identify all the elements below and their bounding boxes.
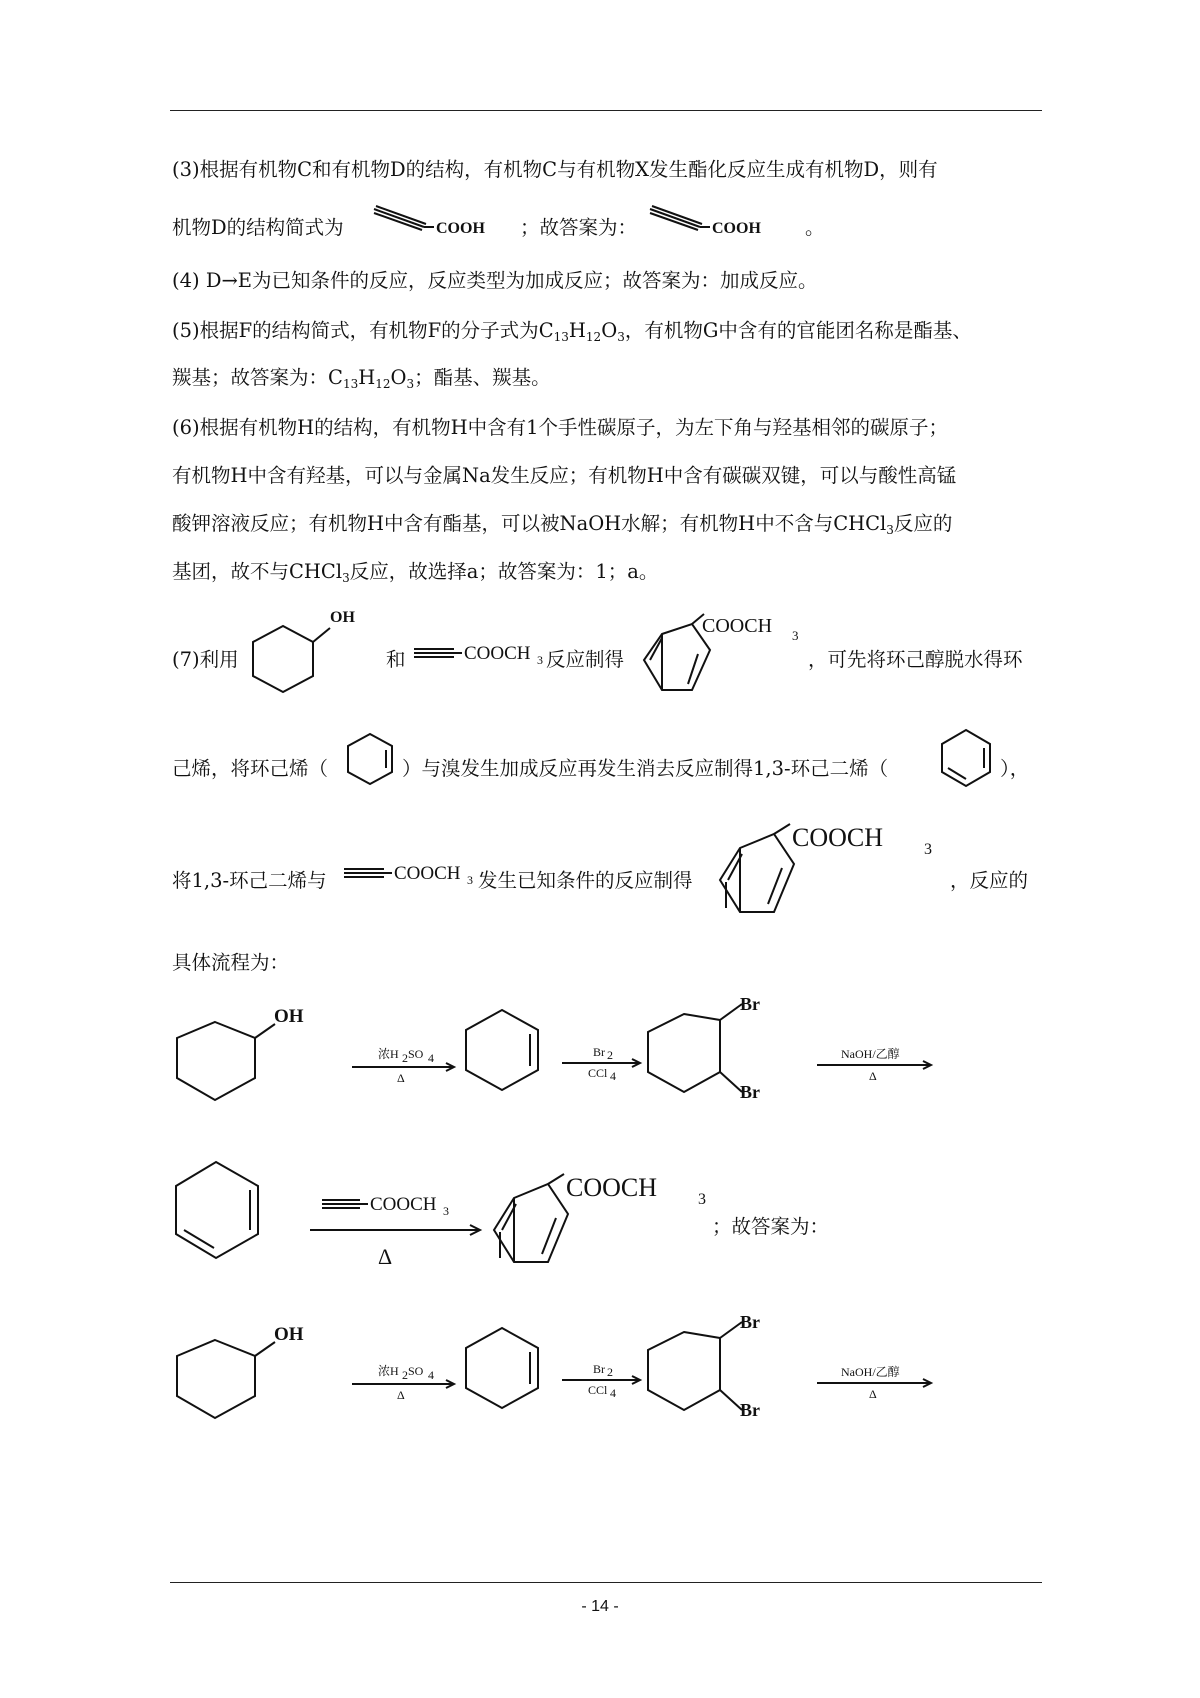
footer-rule: [170, 1582, 1042, 1583]
answer-arrow-naoh-ethanol: [815, 1366, 935, 1404]
svg-text:Δ: Δ: [869, 1069, 877, 1083]
paragraph-5-line-2: [172, 365, 551, 390]
paragraph-5-line-1: [172, 318, 972, 343]
paragraph-6-line-3: 酸钾溶液反应；有机物H中含有酯基，可以被NaOH水解；有机物H中不含与CHCl$_3$反应的: [172, 512, 953, 537]
paragraph-3-line-2b: ；故答案为：: [520, 216, 638, 239]
svg-text:NaOH/乙醇: NaOH/乙醇: [841, 1047, 900, 1061]
bicyclic-product-medium-structure: [712, 824, 942, 922]
answer-cyclohexene: [462, 1320, 544, 1420]
svg-text:2: 2: [607, 1365, 613, 1379]
svg-text:3: 3: [443, 1204, 449, 1218]
page-number: - 14 -: [581, 1598, 619, 1615]
paragraph-3-line-1: (3)根据有机物C和有机物D的结构，有机物C与有机物X发生酯化反应生成有机物D，则有: [172, 158, 938, 181]
flow-answer-text: ；故答案为：: [712, 1215, 830, 1238]
arrow-br2: [560, 1045, 645, 1087]
svg-text:3: 3: [537, 653, 543, 667]
flow-dibromocyclohexane: [644, 992, 784, 1112]
br-label: Br: [740, 1082, 760, 1102]
svg-text:Δ: Δ: [869, 1387, 877, 1401]
cyclohexadiene-inline-structure: [936, 726, 996, 792]
paragraph-7-line-3a: 将1,3-环己二烯与: [172, 869, 327, 892]
svg-text:2: 2: [402, 1368, 408, 1382]
cooh-label: COOH: [436, 220, 485, 237]
paragraph-7-line-2c: ），: [1000, 757, 1030, 780]
methyl-propiolate-structure: [412, 636, 547, 666]
svg-text:NaOH/乙醇: NaOH/乙醇: [841, 1365, 900, 1379]
p5-text-c: 羰基；故答案为：: [172, 366, 329, 389]
svg-text:CCl: CCl: [588, 1066, 608, 1080]
paragraph-3-line-2a: 机物D的结构简式为: [172, 216, 344, 239]
svg-text:4: 4: [428, 1368, 434, 1382]
cyclohexene-inline-structure: [342, 730, 398, 790]
propiolic-acid-structure: [372, 205, 497, 237]
svg-text:浓H: 浓H: [378, 1047, 399, 1061]
svg-text:CCl: CCl: [588, 1383, 608, 1397]
cooch3-label: COOCH: [464, 643, 531, 664]
cyclohexanol-small-structure: [238, 602, 358, 702]
svg-text:Δ: Δ: [397, 1071, 405, 1085]
cooh-label: COOH: [712, 220, 761, 237]
br-label: Br: [740, 1312, 760, 1332]
p5-text-d: ；酯基、羰基。: [414, 366, 551, 389]
paragraph-7-line-1b: 和: [386, 648, 406, 671]
paragraph-6-line-1: (6)根据有机物H的结构，有机物H中含有1个手性碳原子，为左下角与羟基相邻的碳原子；: [172, 416, 949, 439]
paragraph-7-line-2a: 己烯，将环己烯（: [172, 757, 329, 780]
svg-text:Δ: Δ: [378, 1244, 393, 1269]
arrow-methyl-propiolate: [308, 1188, 488, 1278]
br-label: Br: [740, 994, 760, 1014]
methyl-propiolate-inline-structure: [342, 856, 477, 886]
bicyclic-product-small-structure: [632, 614, 807, 704]
svg-text:2: 2: [607, 1048, 613, 1062]
cooch3-label: COOCH: [566, 1173, 658, 1202]
cooch3-label: COOCH: [792, 823, 884, 852]
oh-label: OH: [330, 609, 355, 626]
p5-text-a: (5)根据F的结构简式，有机物F的分子式为: [172, 319, 539, 342]
paragraph-7-line-1d: ，可先将环己醇脱水得环: [808, 648, 1023, 671]
paragraph-3-line-2c: 。: [805, 216, 825, 239]
paragraph-6-line-2: 有机物H中含有羟基，可以与金属Na发生反应；有机物H中含有碳碳双键，可以与酸性高锰: [172, 464, 957, 487]
arrow-h2so4: [350, 1045, 460, 1087]
arrow-naoh-ethanol: [815, 1048, 935, 1086]
flow-cyclohexanol: [170, 1000, 320, 1110]
paragraph-7-line-3c: ，反应的: [950, 869, 1029, 892]
p5-text-b: ，有机物G中含有的官能团名称是酯基、: [624, 319, 972, 342]
svg-text:2: 2: [402, 1051, 408, 1065]
paragraph-7-line-4: 具体流程为：: [172, 951, 290, 974]
svg-text:4: 4: [610, 1386, 616, 1400]
svg-text:Br: Br: [593, 1362, 605, 1376]
svg-text:浓H: 浓H: [378, 1364, 399, 1378]
svg-text:Δ: Δ: [397, 1388, 405, 1402]
answer-cyclohexanol: [170, 1318, 320, 1428]
flow-cyclohexene: [462, 1002, 544, 1102]
flow-bicyclic-product: [482, 1172, 722, 1272]
molecular-formula-answer: $C_{13}H_{12}O_3$: [328, 366, 415, 391]
svg-text:3: 3: [924, 841, 932, 858]
paragraph-4: (4) D→E为已知条件的反应，反应类型为加成反应；故答案为：加成反应。: [172, 269, 818, 292]
answer-arrow-h2so4: [350, 1362, 460, 1404]
cooch3-label: COOCH: [394, 863, 461, 884]
propiolic-acid-answer-structure: [648, 205, 773, 237]
molecular-formula-f: $C_{13}H_{12}O_3$: [538, 319, 625, 344]
br-label: Br: [740, 1400, 760, 1420]
svg-text:Br: Br: [593, 1045, 605, 1059]
svg-text:3: 3: [698, 1191, 706, 1208]
svg-text:4: 4: [610, 1069, 616, 1083]
cooch3-label: COOCH: [370, 1194, 437, 1215]
paragraph-7-line-3b: 发生已知条件的反应制得: [478, 869, 693, 892]
oh-label: OH: [274, 1324, 304, 1345]
paragraph-7-line-1a: (7)利用: [172, 648, 239, 671]
svg-text:4: 4: [428, 1051, 434, 1065]
paragraph-7-line-1c: 反应制得: [546, 648, 625, 671]
svg-text:SO: SO: [408, 1364, 424, 1378]
header-rule: [170, 110, 1042, 111]
paragraph-7-line-2b: ）与溴发生加成反应再发生消去反应制得1,3-环己二烯（: [402, 757, 889, 780]
oh-label: OH: [274, 1006, 304, 1027]
cooch3-label: COOCH: [702, 615, 773, 637]
svg-text:SO: SO: [408, 1047, 424, 1061]
flow-cyclohexadiene: [170, 1158, 270, 1268]
svg-text:3: 3: [792, 628, 799, 643]
answer-arrow-br2: [560, 1362, 645, 1404]
paragraph-6-line-4: 基团，故不与CHCl$_3$反应，故选择a；故答案为：1；a。: [172, 560, 659, 585]
answer-dibromocyclohexane: [644, 1310, 784, 1430]
svg-text:3: 3: [467, 873, 473, 887]
